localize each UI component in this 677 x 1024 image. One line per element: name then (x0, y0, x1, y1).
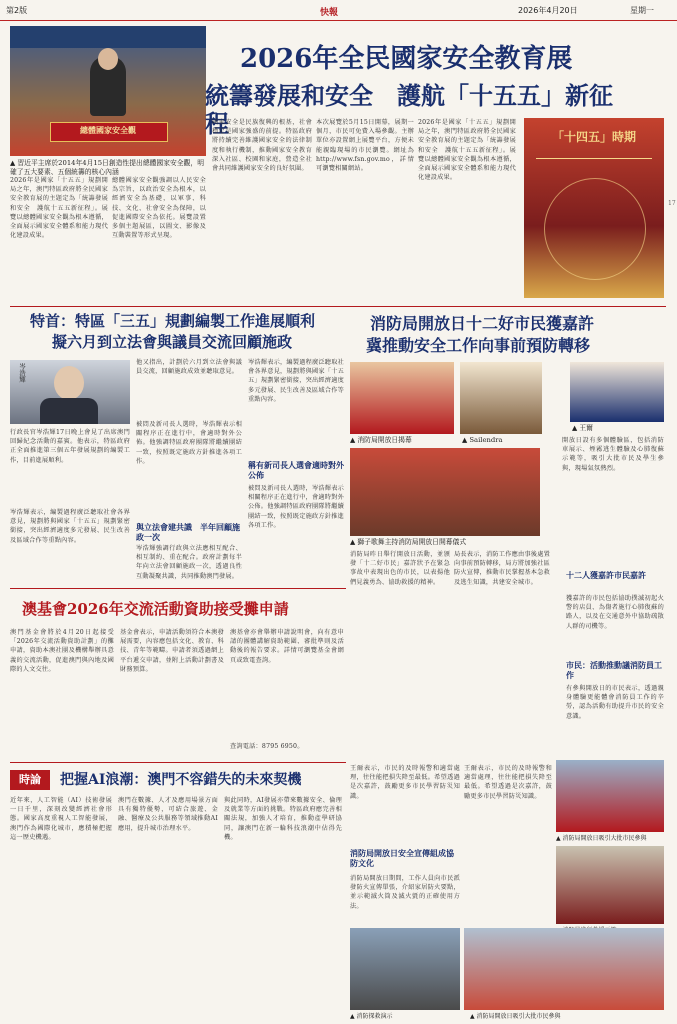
story3-title-line1: 消防局開放日十二好市民獲嘉許 (370, 314, 595, 333)
story2-portrait (10, 360, 130, 424)
story3-body-col2b: 王爾表示，市民的及時報警和適當處理，往往能把損失降至最低。希望透過是次嘉許，鼓勵更多市民學習防災知識。 (464, 765, 552, 800)
lead-photo-caption: ▲ 習近平主席於2014年4月15日創造性提出總體國家安全觀，明確了五大要素、五個統籌的核心內涵 (10, 159, 204, 176)
story5-tag (10, 770, 50, 790)
story3-body-col2: 局長表示，消防工作應由事後處置向事前預防轉移，局方將加強社區防火宣傳，推動市民掌握基本急救及逃生知識，共建安全城市。 (454, 551, 550, 586)
lead-body-col1: 2026年是國家「十五五」規劃開局之年，澳門特區政府將全民國家安全教育展的主題定為「統籌發展和安全 護航十五五新征程」。展覽以總體國家安全觀為根本遵循，全面展示國家安全體系和能力現代化建設成果。 (10, 177, 108, 240)
story3-photo-a (350, 362, 454, 434)
story3-sub2: 市民：活動推動議消防員工作 (566, 660, 662, 680)
page-number: 第2版 (6, 6, 28, 15)
story3-photo-drill (556, 846, 664, 924)
page-edge-number: 17 (668, 200, 676, 207)
story5-tag-label: 時論 (19, 773, 41, 786)
story3-sub1: 十二人獲嘉許市民嘉許 (566, 570, 646, 580)
story2-body-col2b: 被問及新司長人選時，岑浩輝表示相關程序正在進行中，會適時對外公佈。他強調特區政府團隊將繼續團結一致，按照既定施政方針推進各項工作。 (136, 421, 242, 465)
story2-body-col1b: 岑浩輝表示，編製過程廣泛聽取社會各界意見，規劃將與國家「十五五」規劃緊密銜接，突出經濟適度多元發展、民生改善及區域合作等重點內容。 (10, 509, 130, 544)
story3-caption-a: ▲ Sailendra (462, 436, 503, 444)
story2-body-col1: 行政長官岑浩輝17日晚上會見了出席澳門回歸紀念活動的嘉賓。他表示，特區政府正全面推進第三個五年發展規劃的編製工作，目前進展順利。 (10, 429, 130, 464)
story3-caption-h: ▲ 消防局開放日吸引大批市民參與 (470, 1013, 561, 1020)
story3-body-col1: 消防局昨日舉行開放日活動，並頒發「十二好市民」嘉許狀予在緊急事故中表現出色的市民，以表揚他們見義勇為、協助救援的精神。 (350, 551, 450, 586)
lead-poster (524, 118, 664, 298)
story3-title-line2: 冀推動安全工作向事前預防轉移 (366, 336, 591, 355)
story2-title-line2: 擬六月到立法會與議員交流回顧施政 (52, 333, 293, 351)
story2-sub1: 稱有新司長人選會適時對外公佈 (248, 460, 344, 480)
lead-body-col2: 總體國家安全觀強調以人民安全為宗旨，以政治安全為根本，以經濟安全為基礎，以軍事、科技、文化、社會安全為保障，以促進國際安全為依托。展覽設置多個主題展區，以圖文、影像及互動裝置等形式呈現。 (112, 177, 206, 240)
story3-photo-visitors (464, 928, 664, 1010)
issue-date: 2026年4月20日 (518, 6, 578, 15)
story3-photo-rescue (350, 928, 460, 1010)
lead-title-line1: 2026年全民國家安全教育展 (240, 44, 573, 74)
story4-phone: 查詢電話：8795 6950。 (230, 743, 304, 750)
story5-title: 把握AI浪潮：澳門不容錯失的未來契機 (60, 772, 302, 788)
story3-caption-e: ▲ 消防局開放日吸引大批市民參與 (556, 835, 647, 842)
story5-sub1: 消防局開放日安全宣傳組成協防文化 (350, 848, 454, 868)
story2-sub2: 與立法會建共識 半年回顧施政一次 (136, 522, 240, 542)
story5-body-col1: 近年來，人工智能（AI）技術發展一日千里，深刻改變經濟社會形態。國家高度重視人工智能發展，澳門作為國際化城市，應積極把握這一歷史機遇。 (10, 797, 112, 841)
story4-title: 澳基會2026年交流活動資助接受攤申請 (22, 600, 289, 618)
lead-photo-banner: 總體國家安全觀 (80, 125, 136, 135)
lead-body-col5: 2026年是國家「十五五」規劃開局之年，澳門特區政府將全民國家安全教育展的主題定為「統籌發展和安全 護航十五五新征程」。展覽以總體國家安全觀為根本遵循，全面展示國家安全體系和能力現代化建設成果。 (418, 119, 516, 182)
story3-caption-d: ▲ 獅子歌舞主持消防局開放日開幕儀式 (350, 538, 467, 546)
story3-body-col3c: 有參與開放日的市民表示，透過親身體驗更能體會消防員工作的辛勞，認為活動有助提升市民的安全意識。 (566, 685, 664, 720)
story2-title-line1: 特首：特區「三五」規劃編製工作進展順利 (30, 312, 316, 330)
lead-title-line2: 統籌發展和安全 護航「十五五」新征程 (205, 81, 613, 138)
story4-body-col2: 基金會表示，申請活動須符合本澳發展需要，內容應包括文化、教育、科技、青年等範疇。申請者須透過網上平台遞交申請，並附上活動計劃書及財務預算。 (120, 629, 224, 673)
story5-body-col3: 與此同時，AI發展亦帶來數據安全、倫理及就業等方面的挑戰。特區政府應完善相關法規，加強人才培育，推動產學研協同，讓澳門在新一輪科技浪潮中佔得先機。 (224, 797, 342, 841)
masthead: 快報 (320, 8, 339, 18)
speaker-head (98, 48, 118, 70)
story5-body-sub: 消防局開放日期間，工作人員向市民派發防火宣傳單張，介紹家居防火要點，並示範滅火筒及滅火氈的正確使用方法。 (350, 875, 460, 910)
poster-heading: 「十四五」時期 (551, 130, 636, 144)
story2-body-col2: 他又指出，計劃於六月到立法會與議員交流，回顧施政成效並聽取意見。 (136, 359, 242, 376)
story4-body-col3: 澳基會亦會舉辦申請說明會，向有意申請的團體講解資助範圍、審批準則及活動後的報告要求。詳情可瀏覽基金會網頁或致電查詢。 (230, 629, 344, 664)
lead-photo (10, 26, 206, 156)
lead-body-col3: 國家安全是民族復興的根基，社會穩定是國家強盛的前提。特區政府將持續完善維護國家安全的法律制度和執行機制，推動國家安全教育深入社區、校園和家庭，營造全社會共同維護國家安全的良好氛圍。 (212, 119, 312, 173)
page-header (0, 0, 677, 21)
story3-photo-b (350, 448, 540, 536)
story3-body-col1b: 王爾表示，市民的及時報警和適當處理，往往能把損失降至最低。希望透過是次嘉許，鼓勵更多市民學習防災知識。 (350, 765, 460, 800)
issue-weekday: 星期一 (630, 6, 654, 15)
story3-photo-crowd (556, 760, 664, 832)
story2-portrait-caption: 岑浩輝 (18, 363, 26, 383)
story3-photo-sailendra (460, 362, 542, 434)
story3-photo-wang (570, 362, 664, 422)
story2-body-col2c: 岑浩輝強調行政與立法應相互配合、相互制約、重在配合。政府計劃每半年向立法會回顧施政一次，透過良性互動凝聚共識，共同推動澳門發展。 (136, 545, 242, 580)
story2-body-col3b: 被問及新司長人選時，岑浩輝表示相關程序正在進行中，會適時對外公佈。他強調特區政府團隊將繼續團結一致，按照既定施政方針推進各項工作。 (248, 485, 344, 529)
story3-caption-c: ▲ 消防局開放日揭幕 (350, 436, 412, 444)
story2-body-col3: 岑浩輝表示，編製過程廣泛聽取社會各界意見，規劃將與國家「十五五」規劃緊密銜接，突出經濟適度多元發展、民生改善及區域合作等重點內容。 (248, 359, 344, 403)
story4-body-col1: 澳門基金會將於4月20日起接受「2026年交流活動資助計劃」的攤申請，資助本澳社團及機構舉辦具意義的交流活動，促進澳門與內地及國際的人文交往。 (10, 629, 114, 673)
story3-body-col3: 開放日設有多個體驗區，包括消防車展示、煙霧逃生體驗及心肺復蘇示範等，吸引大批市民及學生參與，現場氣氛熱烈。 (562, 437, 664, 472)
story5-body-col2: 澳門在數據、人才及應用場景方面具有獨特優勢，可結合旅遊、金融、醫療及公共服務等領域推動AI應用，提升城市治理水平。 (118, 797, 218, 832)
lead-body-col4: 本次展覽於5月15日開幕，展期一個月，市民可免費入場參觀。主辦單位亦設置網上展覽平台，方便未能親臨現場的市民瀏覽。網址為 http://www.fsn.gov.mo，詳情可瀏覽相關網站。 (316, 119, 414, 173)
story3-body-col3b: 獲嘉許的市民包括協助撲滅初起火警的店員、為傷者施行心肺復蘇的路人，以及在交通意外中協助疏散人群的司機等。 (566, 595, 664, 630)
story3-caption-b: ▲ 王爾 (572, 424, 593, 432)
story3-caption-g: ▲ 消防探救演示 (350, 1013, 393, 1020)
